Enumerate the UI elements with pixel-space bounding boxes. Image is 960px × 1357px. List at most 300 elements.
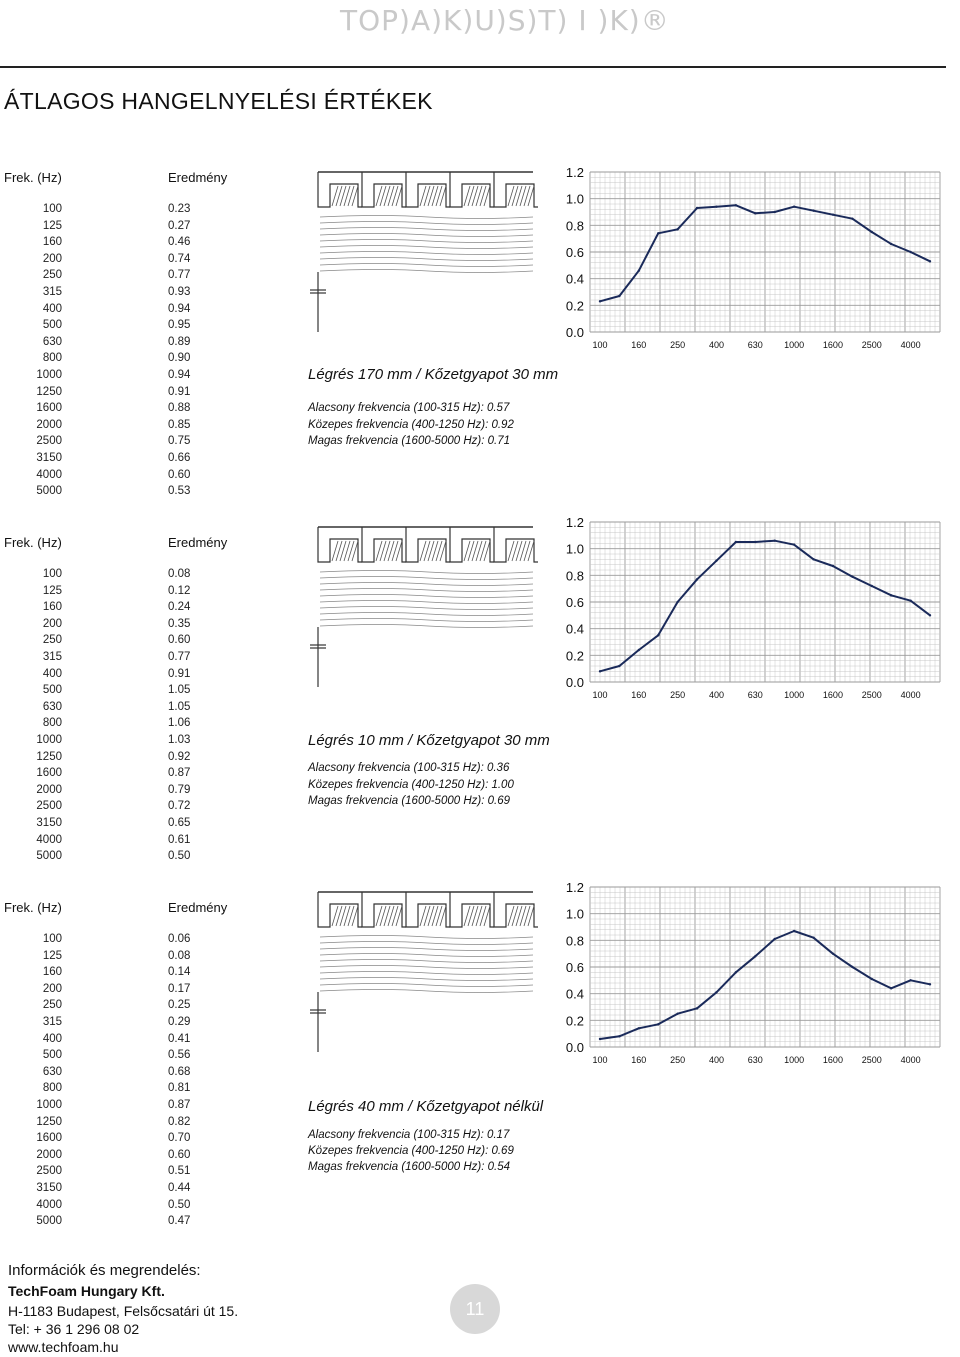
table-row (0, 850, 240, 867)
data-point (754, 955, 756, 957)
data-point (871, 231, 873, 233)
table-row (0, 1215, 240, 1232)
data-point (618, 295, 620, 297)
table-row (0, 634, 240, 651)
section-2 (0, 515, 960, 885)
data-point (793, 205, 795, 207)
chart-grid (590, 887, 940, 1047)
result-cell: 0.50 (168, 1198, 191, 1211)
frequency-cell: 200 (42, 252, 62, 265)
chart-svg (548, 160, 948, 370)
table-row (0, 435, 240, 452)
data-point (851, 575, 853, 577)
frequency-cell: 1250 (36, 1115, 62, 1128)
data-point (735, 541, 737, 543)
y-tick-label: 0.4 (565, 621, 584, 637)
result-cell: 0.70 (168, 1132, 191, 1145)
page-title: ÁTLAGOS HANGELNYELÉSI ÉRTÉKEK (4, 88, 433, 114)
y-tick-label: 0.6 (565, 245, 584, 260)
data-point (851, 966, 853, 968)
table-row (0, 1132, 240, 1149)
table-row (0, 933, 240, 950)
result-header: Eredmény (168, 170, 228, 185)
result-cell: 0.88 (168, 402, 191, 415)
frequency-cell: 500 (42, 319, 62, 332)
table-row (0, 469, 240, 486)
table-row (0, 568, 240, 585)
data-point (909, 251, 911, 253)
result-cell: 0.66 (168, 451, 191, 464)
perforation-slot (362, 527, 406, 562)
table-row (0, 800, 240, 817)
result-cell: 0.46 (168, 236, 191, 249)
frequency-cell: 4000 (36, 833, 62, 846)
frequency-cell: 2000 (36, 783, 62, 796)
panel-caption: Légrés 170 mm / Kőzetgyapot 30 mm (308, 366, 559, 383)
result-cell: 0.89 (168, 335, 191, 348)
hatch-fill (508, 906, 534, 926)
data-point (832, 952, 834, 954)
y-tick-label: 0.4 (565, 986, 584, 1002)
table-row (0, 767, 240, 784)
frequency-cell: 630 (42, 1065, 62, 1078)
table-row (0, 319, 240, 336)
table-row (0, 1033, 240, 1050)
result-cell: 0.24 (168, 601, 191, 614)
result-cell: 0.85 (168, 418, 191, 431)
table-row (0, 352, 240, 369)
high-frequency-value: Magas frekvencia (1600-5000 Hz): 0.69 (308, 795, 510, 807)
frequency-cell: 160 (42, 236, 62, 249)
data-table (0, 933, 240, 1232)
data-point (676, 228, 678, 230)
perforation-slot (318, 172, 362, 207)
data-point (657, 1023, 659, 1025)
frequency-cell: 1250 (36, 385, 62, 398)
panel-cross-section-drawing (308, 162, 538, 342)
table-row (0, 203, 240, 220)
result-cell: 0.35 (168, 617, 191, 630)
hatch-fill (420, 186, 446, 206)
result-cell: 0.75 (168, 435, 191, 448)
frequency-cell: 160 (42, 966, 62, 979)
table-row (0, 999, 240, 1016)
x-tick-label: 2500 (861, 1055, 882, 1065)
frequency-cell: 1000 (36, 1098, 62, 1111)
x-tick-label: 160 (631, 340, 647, 350)
absorption-chart (548, 160, 948, 370)
table-row (0, 651, 240, 668)
frequency-cell: 1000 (36, 733, 62, 746)
x-tick-label: 630 (747, 340, 763, 350)
result-cell: 0.87 (168, 767, 191, 780)
result-cell: 1.05 (168, 700, 191, 713)
y-tick-label: 0.4 (565, 271, 584, 287)
frequency-cell: 630 (42, 335, 62, 348)
result-cell: 0.08 (168, 568, 191, 580)
x-tick-label: 160 (631, 690, 647, 700)
table-row (0, 1149, 240, 1166)
frequency-cell: 4000 (36, 468, 62, 481)
result-cell: 1.03 (168, 733, 191, 746)
low-frequency-value: Alacsony frekvencia (100-315 Hz): 0.57 (308, 402, 510, 414)
frequency-cell: 2500 (36, 1165, 62, 1178)
x-tick-label: 1600 (822, 1055, 843, 1065)
data-point (909, 599, 911, 601)
data-point (774, 938, 776, 940)
data-point (696, 207, 698, 209)
x-tick-label: 400 (708, 1055, 724, 1065)
table-row (0, 734, 240, 751)
table-row (0, 966, 240, 983)
freq-header: Frek. (Hz) (4, 535, 62, 550)
table-row (0, 286, 240, 303)
result-cell: 0.23 (168, 203, 191, 215)
table-row (0, 983, 240, 1000)
mid-frequency-value: Közepes frekvencia (400-1250 Hz): 0.92 (308, 419, 514, 431)
data-point (812, 209, 814, 211)
result-cell: 0.91 (168, 667, 191, 680)
frequency-cell: 160 (42, 601, 62, 614)
panel-cross-section-drawing (308, 517, 538, 697)
frequency-cell: 800 (42, 1082, 62, 1095)
frequency-cell: 800 (42, 717, 62, 730)
table-row (0, 1099, 240, 1116)
data-point (929, 260, 931, 262)
panel-caption: Légrés 40 mm / Kőzetgyapot nélkül (308, 1098, 544, 1115)
table-row (0, 1116, 240, 1133)
x-tick-label: 4000 (900, 690, 921, 700)
frequency-cell: 125 (42, 219, 62, 232)
data-point (909, 979, 911, 981)
low-frequency-value: Alacsony frekvencia (100-315 Hz): 0.36 (308, 762, 510, 774)
result-header: Eredmény (168, 900, 228, 915)
frequency-cell: 400 (42, 667, 62, 680)
table-row (0, 1016, 240, 1033)
data-point (832, 213, 834, 215)
data-point (754, 212, 756, 214)
section-1 (0, 160, 960, 520)
x-tick-label: 400 (708, 690, 724, 700)
x-tick-label: 100 (592, 340, 608, 350)
y-tick-label: 0.2 (565, 1013, 584, 1029)
table-row (0, 419, 240, 436)
data-point (890, 243, 892, 245)
data-point (715, 205, 717, 207)
data-table (0, 568, 240, 867)
frequency-cell: 200 (42, 982, 62, 995)
chart-svg (548, 875, 948, 1085)
frequency-cell: 100 (42, 933, 62, 945)
data-point (774, 211, 776, 213)
result-cell: 0.08 (168, 949, 191, 962)
high-frequency-value: Magas frekvencia (1600-5000 Hz): 0.71 (308, 435, 510, 447)
result-cell: 0.94 (168, 368, 191, 381)
frequency-cell: 315 (42, 650, 62, 663)
result-cell: 1.06 (168, 717, 191, 730)
x-tick-label: 100 (592, 690, 608, 700)
y-tick-label: 0.2 (565, 648, 584, 664)
hatch-fill (464, 186, 490, 206)
result-cell: 0.79 (168, 783, 191, 796)
table-row (0, 1049, 240, 1066)
table-row (0, 1082, 240, 1099)
result-cell: 0.81 (168, 1082, 191, 1095)
data-point (793, 930, 795, 932)
result-cell: 0.68 (168, 1065, 191, 1078)
hatch-fill (420, 541, 446, 561)
frequency-cell: 315 (42, 285, 62, 298)
y-tick-label: 0.8 (565, 933, 584, 949)
result-cell: 0.91 (168, 385, 191, 398)
table-row (0, 668, 240, 685)
table-row (0, 303, 240, 320)
table-row (0, 336, 240, 353)
frequency-cell: 3150 (36, 1181, 62, 1194)
frequency-cell: 1600 (36, 767, 62, 780)
frequency-cell: 250 (42, 999, 62, 1012)
hatch-fill (332, 541, 358, 561)
data-point (676, 601, 678, 603)
result-cell: 0.06 (168, 933, 191, 945)
frequency-cell: 2500 (36, 435, 62, 448)
data-point (715, 559, 717, 561)
freq-header: Frek. (Hz) (4, 900, 62, 915)
table-row (0, 751, 240, 768)
high-frequency-value: Magas frekvencia (1600-5000 Hz): 0.54 (308, 1161, 510, 1173)
y-tick-label: 1.2 (565, 880, 584, 895)
table-row (0, 220, 240, 237)
data-point (676, 1012, 678, 1014)
data-point (599, 300, 601, 302)
x-tick-label: 2500 (861, 690, 882, 700)
perforation-slot (406, 172, 450, 207)
hatch-fill (508, 186, 534, 206)
result-cell: 0.65 (168, 816, 191, 829)
data-point (657, 232, 659, 234)
frequency-cell: 200 (42, 617, 62, 630)
data-point (754, 541, 756, 543)
result-cell: 0.72 (168, 800, 191, 813)
result-cell: 0.93 (168, 285, 191, 298)
absorption-chart (548, 510, 948, 720)
frequency-cell: 5000 (36, 485, 62, 498)
frequency-cell: 315 (42, 1015, 62, 1028)
perforation-slot (450, 892, 494, 927)
table-row (0, 817, 240, 834)
perforation-slot (494, 172, 538, 207)
y-tick-label: 0.6 (565, 595, 584, 610)
x-tick-label: 1000 (784, 340, 805, 350)
x-tick-label: 100 (592, 1055, 608, 1065)
result-cell: 0.56 (168, 1049, 191, 1062)
result-cell: 0.94 (168, 302, 191, 315)
mid-frequency-value: Közepes frekvencia (400-1250 Hz): 1.00 (308, 779, 514, 791)
data-table (0, 203, 240, 502)
table-row (0, 253, 240, 270)
y-tick-label: 1.0 (565, 906, 584, 922)
hatch-fill (332, 906, 358, 926)
page-number-badge: 11 (450, 1284, 500, 1334)
frequency-cell: 630 (42, 700, 62, 713)
x-tick-label: 4000 (900, 1055, 921, 1065)
y-tick-label: 0.0 (565, 325, 584, 340)
frequency-cell: 100 (42, 203, 62, 215)
x-tick-label: 400 (708, 340, 724, 350)
hatch-fill (376, 906, 402, 926)
result-cell: 0.77 (168, 650, 191, 663)
table-row (0, 1066, 240, 1083)
perforation-slot (494, 527, 538, 562)
data-point (657, 634, 659, 636)
table-row (0, 601, 240, 618)
y-tick-label: 1.0 (565, 191, 584, 207)
data-point (599, 670, 601, 672)
frequency-cell: 100 (42, 568, 62, 580)
x-tick-label: 250 (670, 1055, 686, 1065)
data-point (793, 543, 795, 545)
result-cell: 0.60 (168, 468, 191, 481)
table-row (0, 236, 240, 253)
y-tick-label: 0.2 (565, 298, 584, 314)
frequency-cell: 400 (42, 1032, 62, 1045)
table-row (0, 386, 240, 403)
y-tick-label: 0.8 (565, 568, 584, 584)
table-row (0, 717, 240, 734)
data-point (638, 1027, 640, 1029)
result-header: Eredmény (168, 535, 228, 550)
hatch-fill (420, 906, 446, 926)
hatch-fill (464, 906, 490, 926)
perforation-slot (318, 527, 362, 562)
footer-info-label: Információk és megrendelés: (8, 1262, 201, 1279)
y-tick-label: 1.2 (565, 515, 584, 530)
footer-website[interactable]: www.techfoam.hu (8, 1339, 119, 1355)
table-row (0, 485, 240, 502)
result-cell: 0.60 (168, 634, 191, 647)
data-point (812, 558, 814, 560)
y-tick-label: 0.0 (565, 1040, 584, 1055)
perforation-slot (450, 527, 494, 562)
frequency-cell: 125 (42, 584, 62, 597)
table-row (0, 684, 240, 701)
result-cell: 0.77 (168, 269, 191, 282)
footer-address: H-1183 Budapest, Felsőcsatári út 15. (8, 1303, 239, 1319)
data-point (638, 269, 640, 271)
hatch-fill (508, 541, 534, 561)
table-row (0, 701, 240, 718)
table-row (0, 618, 240, 635)
result-cell: 0.14 (168, 966, 191, 979)
table-row (0, 950, 240, 967)
y-tick-label: 0.0 (565, 675, 584, 690)
mineral-wool-layer (320, 571, 533, 628)
result-cell: 0.87 (168, 1098, 191, 1111)
x-tick-label: 630 (747, 1055, 763, 1065)
result-cell: 0.25 (168, 999, 191, 1012)
x-tick-label: 1000 (784, 690, 805, 700)
frequency-cell: 1250 (36, 750, 62, 763)
result-cell: 0.53 (168, 485, 191, 498)
table-row (0, 402, 240, 419)
section-3 (0, 880, 960, 1250)
y-tick-label: 0.6 (565, 960, 584, 975)
x-tick-label: 1600 (822, 340, 843, 350)
panel-cross-section-drawing (308, 882, 538, 1062)
data-point (696, 578, 698, 580)
freq-header: Frek. (Hz) (4, 170, 62, 185)
frequency-cell: 250 (42, 269, 62, 282)
result-cell: 0.29 (168, 1015, 191, 1028)
brand-logo: TOP)A)K)U)S)T) I )K)® (340, 4, 670, 37)
frequency-cell: 1000 (36, 368, 62, 381)
data-point (890, 594, 892, 596)
chart-svg (548, 510, 948, 720)
result-cell: 0.51 (168, 1165, 191, 1178)
data-point (618, 665, 620, 667)
frequency-cell: 2000 (36, 418, 62, 431)
mineral-wool-layer (320, 216, 533, 273)
absorption-chart (548, 875, 948, 1085)
data-point (890, 987, 892, 989)
frequency-cell: 250 (42, 634, 62, 647)
x-tick-label: 630 (747, 690, 763, 700)
frequency-cell: 2500 (36, 800, 62, 813)
mineral-wool-layer (320, 936, 533, 993)
x-tick-label: 160 (631, 1055, 647, 1065)
data-point (638, 649, 640, 651)
result-cell: 1.05 (168, 684, 191, 697)
table-row (0, 585, 240, 602)
data-point (851, 217, 853, 219)
chart-grid (590, 172, 940, 332)
frequency-cell: 500 (42, 1049, 62, 1062)
frequency-cell: 5000 (36, 850, 62, 863)
footer-company: TechFoam Hungary Kft. (8, 1283, 165, 1299)
hatch-fill (332, 186, 358, 206)
mid-frequency-value: Közepes frekvencia (400-1250 Hz): 0.69 (308, 1145, 514, 1157)
result-cell: 0.92 (168, 750, 191, 763)
table-row (0, 369, 240, 386)
perforation-slot (362, 172, 406, 207)
table-row (0, 834, 240, 851)
data-point (735, 971, 737, 973)
table-row (0, 269, 240, 286)
y-tick-label: 1.0 (565, 541, 584, 557)
perforation-slot (450, 172, 494, 207)
data-point (832, 565, 834, 567)
result-cell: 0.50 (168, 850, 191, 863)
hatch-fill (464, 541, 490, 561)
data-point (774, 539, 776, 541)
table-row (0, 784, 240, 801)
frequency-cell: 2000 (36, 1148, 62, 1161)
panel-caption: Légrés 10 mm / Kőzetgyapot 30 mm (308, 732, 550, 749)
low-frequency-value: Alacsony frekvencia (100-315 Hz): 0.17 (308, 1129, 510, 1141)
result-cell: 0.82 (168, 1115, 191, 1128)
frequency-cell: 125 (42, 949, 62, 962)
data-point (871, 978, 873, 980)
hatch-fill (376, 541, 402, 561)
frequency-cell: 500 (42, 684, 62, 697)
frequency-cell: 5000 (36, 1215, 62, 1228)
result-cell: 0.44 (168, 1181, 191, 1194)
data-point (618, 1035, 620, 1037)
data-point (715, 991, 717, 993)
table-row (0, 1165, 240, 1182)
result-cell: 0.17 (168, 982, 191, 995)
x-tick-label: 1600 (822, 690, 843, 700)
